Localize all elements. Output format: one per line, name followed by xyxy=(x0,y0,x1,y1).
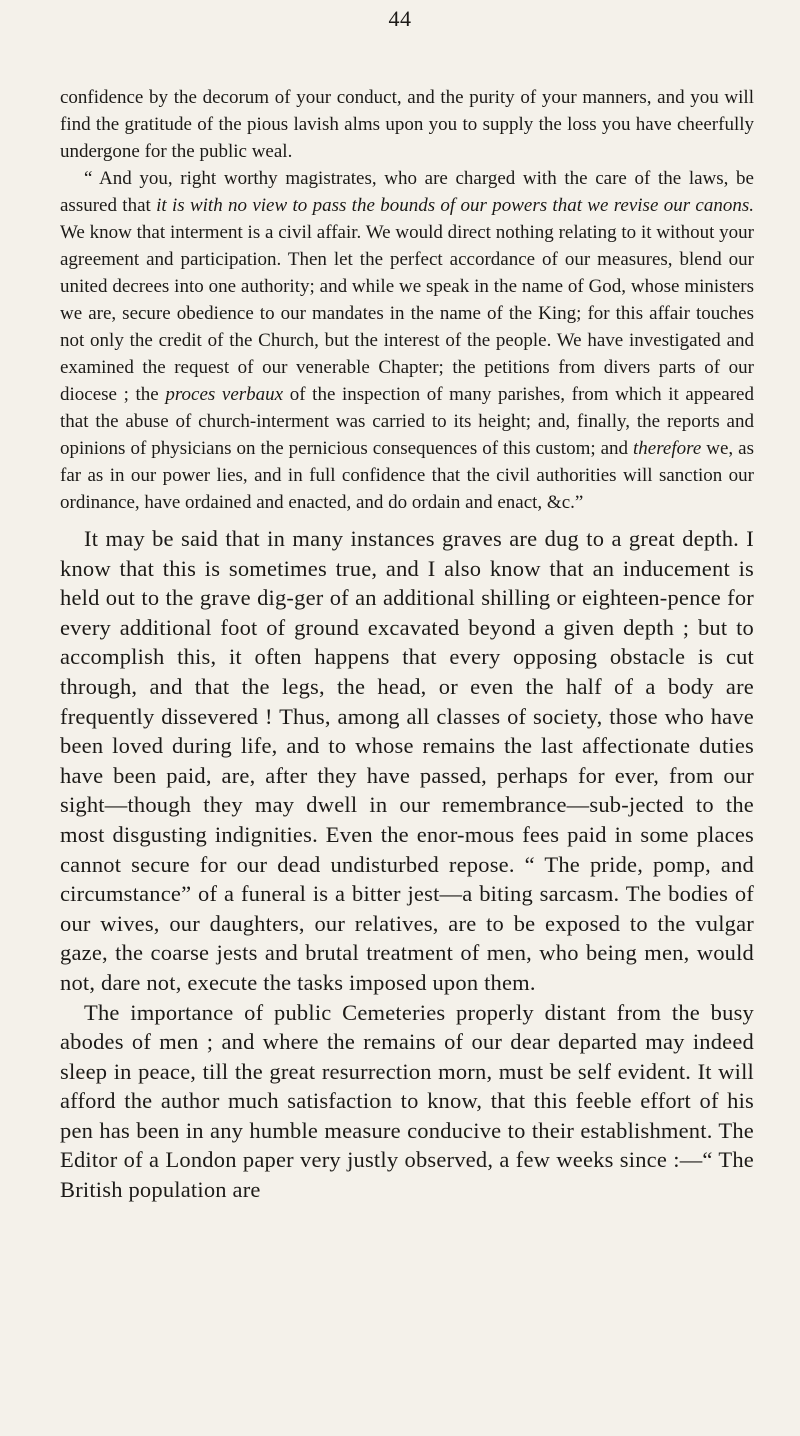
quote-italic-1: it is with no view to pass the bounds of our powers that we revise our canons. xyxy=(156,195,754,216)
quote-text-d: we, as far as in our power lies, and in full confidence that the civil authorities will sanction our ordinance, have ordained and enacted, and do ordain and enact, &c.” xyxy=(60,438,754,513)
quote-text-a: “ And you, right worthy magistrates, who are charged with the care of the laws, be assured that xyxy=(60,168,754,216)
page-body xyxy=(60,84,754,1205)
page-number: 44 xyxy=(388,6,412,31)
quote-text-b: We know that interment is a civil affair. We would direct nothing relating to it without your agreement and participation. Then let the perfect accordance of our measures, blend our united decrees into one authority; and while we speak in the name of God, whose ministers we are, secure obedience to our mandates in the name of the King; for this affair touches not only the credit of the Church, but the interest of the people. We have investigated and examined the request of our venerable Chapter; the petitions from divers parts of our diocese ; the xyxy=(60,222,754,405)
quoted-ordinance xyxy=(60,84,754,516)
quote-italic-3: therefore xyxy=(633,438,702,459)
main-paragraph-2: The importance of public Cemeteries properly distant from the busy abodes of men ; and where the remains of our dear departed may indeed sleep in peace, till the great resurrection morn, must be self evident. It will afford the author much satisfaction to know, that this feeble effort of his pen has been in any humble measure conducive to their establishment. The Editor of a London paper very justly observed, a few weeks since :—“ The British population are xyxy=(60,999,754,1203)
author-text xyxy=(60,524,754,1205)
quote-paragraph-2 xyxy=(60,165,754,516)
quote-paragraph-1: confidence by the decorum of your conduct, and the purity of your manners, and you will find the gratitude of the pious lavish alms upon you to supply the loss you have cheerfully undergone for the public weal. xyxy=(60,87,754,162)
quote-text-c: of the inspection of many parishes, from which it appeared that the abuse of church-interment was carried to its height; and, finally, the reports and opinions of physicians on the pernicious consequences of this custom; and xyxy=(60,384,754,459)
quote-italic-2: proces verbaux xyxy=(165,384,284,405)
main-paragraph-1: It may be said that in many instances graves are dug to a great depth. I know that this is sometimes true, and I also know that an inducement is held out to the grave dig-ger of an additional shilling or eighteen-pence for every additional foot of ground excavated beyond a given depth ; but to accomplish this, it often happens that every opposing obstacle is cut through, and that the legs, the head, or even the half of a body are frequently dissevered ! Thus, among all classes of society, those who have been loved during life, and to whose remains the last affectionate duties have been paid, are, after they have passed, perhaps for ever, from our sight—though they may dwell in our remembrance—sub-jected to the most disgusting indignities. Even the enor-mous fees paid in some places cannot secure for our dead undisturbed repose. “ The pride, pomp, and circumstance” of a funeral is a bitter jest—a biting sarcasm. The bodies of our wives, our daughters, our relatives, are to be exposed to the vulgar gaze, the coarse jests and brutal treatment of men, who being men, would not, dare not, execute the tasks imposed upon them. xyxy=(60,526,754,995)
